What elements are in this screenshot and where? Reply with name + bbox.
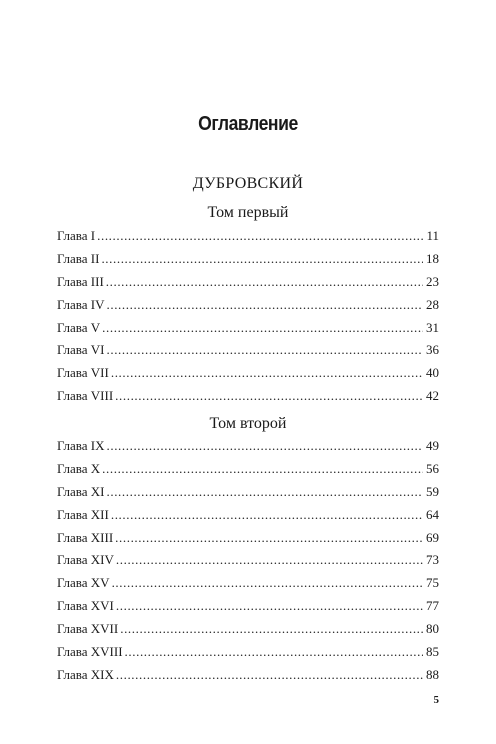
toc-entry[interactable]: [57, 667, 439, 690]
chapter-label: Глава XV: [57, 575, 110, 591]
dot-leader: [102, 320, 423, 336]
dot-leader: [106, 274, 423, 290]
volume-title-1: Том первый: [207, 204, 289, 221]
chapter-label: Глава X: [57, 460, 101, 476]
chapter-label: Глава VI: [57, 342, 105, 358]
dot-leader: [111, 507, 423, 523]
toc-entry[interactable]: [57, 438, 439, 461]
toc-entry[interactable]: [57, 388, 439, 411]
toc-entry[interactable]: [57, 621, 439, 644]
chapter-page-number: 77: [426, 598, 439, 614]
chapter-label: Глава VII: [57, 365, 109, 381]
chapter-label: Глава III: [57, 273, 104, 289]
toc-entry[interactable]: [57, 598, 439, 621]
chapter-page-number: 11: [426, 228, 439, 243]
dot-leader: [107, 438, 424, 454]
chapter-label: Глава XIV: [57, 552, 114, 568]
chapter-label: Глава XVI: [57, 598, 114, 614]
dot-leader: [111, 365, 423, 381]
chapter-page-number: 88: [426, 666, 439, 682]
chapter-page-number: 49: [426, 438, 439, 453]
dot-leader: [116, 552, 423, 568]
toc-entry[interactable]: [57, 575, 439, 598]
chapter-page-number: 69: [426, 529, 439, 545]
toc-list-volume-2: [57, 438, 439, 690]
dot-leader: [125, 644, 423, 660]
toc-entry[interactable]: [57, 461, 439, 484]
toc-entry[interactable]: [57, 297, 439, 320]
toc-entry[interactable]: [57, 644, 439, 667]
chapter-label: Глава XII: [57, 506, 109, 522]
chapter-page-number: 36: [426, 342, 439, 358]
chapter-label: Глава I: [57, 228, 96, 243]
dot-leader: [102, 461, 423, 477]
dot-leader: [115, 388, 423, 404]
chapter-page-number: 42: [426, 388, 439, 404]
toc-entry[interactable]: [57, 365, 439, 388]
chapter-label: Глава XVIII: [57, 644, 123, 660]
dot-leader: [120, 621, 423, 637]
chapter-label: Глава XVII: [57, 621, 119, 637]
chapter-page-number: 59: [426, 483, 439, 499]
chapter-label: Глава XIX: [57, 666, 114, 682]
chapter-page-number: 56: [426, 460, 439, 476]
chapter-label: Глава II: [57, 250, 100, 266]
chapter-label: Глава IX: [57, 438, 105, 453]
chapter-label: Глава V: [57, 319, 101, 335]
toc-entry[interactable]: [57, 342, 439, 365]
dot-leader: [116, 598, 423, 614]
dot-leader: [112, 575, 423, 591]
chapter-page-number: 73: [426, 552, 439, 568]
chapter-page-number: 28: [426, 296, 439, 312]
work-title: ДУБРОВСКИЙ: [192, 175, 304, 192]
dot-leader: [115, 530, 423, 546]
page-number: 5: [433, 694, 439, 706]
dot-leader: [107, 297, 424, 313]
dot-leader: [101, 251, 423, 267]
chapter-label: Глава IV: [57, 296, 105, 312]
toc-entry[interactable]: [57, 274, 439, 297]
toc-entry[interactable]: [57, 530, 439, 553]
chapter-page-number: 80: [426, 621, 439, 637]
dot-leader: [97, 228, 423, 244]
dot-leader: [107, 342, 424, 358]
chapter-page-number: 64: [426, 506, 439, 522]
dot-leader: [107, 484, 424, 500]
chapter-page-number: 18: [426, 250, 439, 266]
dot-leader: [116, 667, 423, 683]
toc-entry[interactable]: [57, 552, 439, 575]
chapter-page-number: 85: [426, 644, 439, 660]
toc-entry[interactable]: [57, 320, 439, 343]
toc-entry[interactable]: [57, 251, 439, 274]
chapter-label: Глава XI: [57, 483, 105, 499]
chapter-label: Глава VIII: [57, 388, 114, 404]
toc-entry[interactable]: [57, 484, 439, 507]
volume-title-2: Том второй: [209, 415, 287, 432]
toc-heading: Оглавление: [198, 113, 298, 135]
chapter-page-number: 31: [426, 319, 439, 335]
toc-entry[interactable]: [57, 228, 439, 251]
toc-list-volume-1: [57, 228, 439, 411]
toc-entry[interactable]: [57, 507, 439, 530]
chapter-label: Глава XIII: [57, 529, 114, 545]
chapter-page-number: 23: [426, 273, 439, 289]
chapter-page-number: 40: [426, 365, 439, 381]
chapter-page-number: 75: [426, 575, 439, 591]
